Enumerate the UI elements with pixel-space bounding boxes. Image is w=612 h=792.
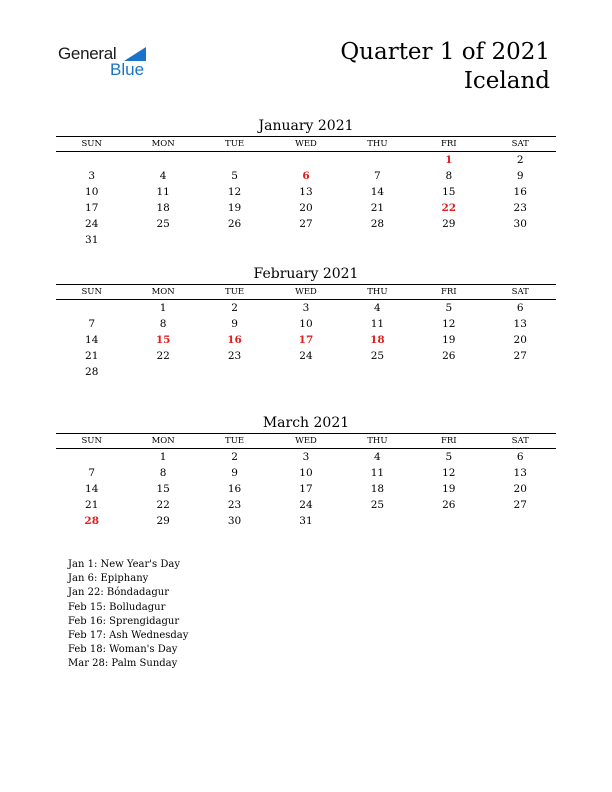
day-cell: 2 — [231, 451, 238, 463]
day-cell — [342, 513, 413, 529]
day-cell: 8 — [159, 467, 167, 479]
day-cell: 25 — [370, 350, 385, 362]
weekday-header — [56, 136, 556, 152]
week-row — [56, 465, 556, 481]
day-cell: 4 — [159, 170, 167, 182]
day-cell: 30 — [513, 218, 527, 230]
country-title: Iceland — [463, 68, 550, 94]
day-cell: 5 — [445, 451, 453, 463]
holiday-entry: Feb 15: Bolludagur — [68, 601, 166, 613]
holiday-entry: Jan 22: Bóndadagur — [68, 587, 170, 599]
day-cell: 11 — [156, 186, 170, 198]
day-cell: 20 — [513, 483, 527, 495]
week-row — [56, 316, 556, 332]
day-cell: 13 — [299, 186, 313, 198]
day-cell — [199, 232, 270, 248]
day-cell: 20 — [513, 334, 527, 346]
holiday-entry: Feb 17: Ash Wednesday — [68, 630, 189, 642]
day-cell: 17 — [85, 202, 99, 214]
day-cell: 8 — [445, 170, 453, 182]
day-cell: 12 — [227, 186, 242, 198]
day-cell: 17 — [299, 483, 313, 495]
day-cell: 13 — [513, 318, 527, 330]
day-cell: 28 — [85, 366, 99, 378]
day-cell: 12 — [442, 467, 456, 479]
weekday-label: THU — [367, 436, 388, 446]
day-cell — [199, 152, 270, 168]
day-cell: 15 — [156, 483, 170, 495]
month-block — [56, 413, 556, 529]
day-cell — [56, 300, 127, 316]
day-cell — [270, 232, 341, 248]
day-cell: 23 — [227, 350, 242, 362]
weekday-header — [56, 433, 556, 449]
day-cell: 6 — [516, 451, 524, 463]
day-cell: 18 — [370, 483, 385, 495]
day-cell: 22 — [156, 350, 170, 362]
holiday-day-cell: 6 — [302, 170, 310, 182]
week-row — [56, 364, 556, 380]
week-row — [56, 232, 556, 248]
weekday-label: SUN — [81, 287, 102, 297]
holiday-day-cell: 16 — [227, 334, 242, 346]
day-cell: 1 — [159, 302, 167, 314]
day-cell: 23 — [227, 499, 242, 511]
day-cell: 10 — [299, 467, 313, 479]
day-cell: 21 — [370, 202, 385, 214]
day-cell: 5 — [231, 170, 238, 182]
weekday-header — [56, 284, 556, 300]
day-cell: 3 — [302, 302, 310, 314]
holiday-entry: Mar 28: Palm Sunday — [68, 658, 178, 670]
weekday-label: WED — [295, 436, 317, 446]
day-cell — [56, 152, 127, 168]
day-cell: 25 — [370, 499, 385, 511]
day-cell: 8 — [159, 318, 167, 330]
day-cell: 21 — [85, 499, 99, 511]
week-row — [56, 497, 556, 513]
week-row — [56, 513, 556, 529]
day-cell: 31 — [299, 515, 313, 527]
day-cell: 14 — [85, 334, 99, 346]
weekday-label: FRI — [440, 436, 457, 446]
weekday-label: FRI — [440, 287, 457, 297]
day-cell: 24 — [299, 350, 313, 362]
day-cell: 9 — [231, 318, 238, 330]
generalblue-logo — [58, 44, 158, 80]
day-cell: 14 — [85, 483, 99, 495]
page-title — [340, 38, 550, 96]
day-cell: 4 — [374, 302, 381, 314]
weekday-label: WED — [295, 287, 317, 297]
weekday-label: SAT — [511, 287, 529, 297]
day-cell — [413, 513, 484, 529]
weekday-label: MON — [151, 436, 175, 446]
day-cell — [270, 152, 341, 168]
day-cell: 27 — [513, 350, 527, 362]
day-cell: 30 — [227, 515, 242, 527]
logo-triangle-icon — [124, 47, 146, 61]
day-cell: 12 — [442, 318, 456, 330]
holiday-entry: Jan 1: New Year's Day — [68, 559, 180, 570]
month-title: March 2021 — [262, 415, 350, 431]
holiday-entry: Feb 16: Sprengidagur — [68, 615, 180, 627]
day-cell: 10 — [299, 318, 313, 330]
weekday-label: MON — [151, 139, 175, 149]
day-cell: 13 — [513, 467, 527, 479]
day-cell: 5 — [445, 302, 453, 314]
weekday-label: SAT — [511, 436, 529, 446]
day-cell: 19 — [442, 334, 456, 346]
day-cell: 27 — [299, 218, 313, 230]
day-cell: 2 — [231, 302, 238, 314]
day-cell — [127, 364, 198, 380]
day-cell: 28 — [370, 218, 385, 230]
weekday-label: THU — [367, 287, 388, 297]
day-cell: 20 — [299, 202, 313, 214]
week-row — [56, 300, 556, 316]
day-cell — [56, 449, 127, 465]
day-cell: 24 — [299, 499, 313, 511]
week-row — [56, 449, 556, 465]
holiday-day-cell: 22 — [441, 202, 457, 214]
weekday-label: THU — [367, 139, 388, 149]
day-cell: 7 — [88, 467, 96, 479]
weekday-label: SUN — [81, 436, 102, 446]
day-cell: 10 — [85, 186, 99, 198]
week-row — [56, 184, 556, 200]
day-cell: 26 — [227, 218, 242, 230]
day-cell — [127, 152, 198, 168]
holiday-day-cell: 1 — [445, 154, 453, 166]
holiday-list — [68, 558, 188, 672]
day-cell — [342, 232, 413, 248]
day-cell: 19 — [442, 483, 456, 495]
day-cell: 9 — [516, 170, 524, 182]
month-title: January 2021 — [258, 118, 354, 134]
quarter-title: Quarter 1 of 2021 — [340, 39, 550, 65]
day-cell — [413, 364, 484, 380]
day-cell: 26 — [442, 350, 456, 362]
logo-blue-text: Blue — [110, 60, 145, 79]
day-cell: 25 — [156, 218, 170, 230]
day-cell — [485, 513, 556, 529]
day-cell: 31 — [85, 234, 99, 246]
day-cell — [342, 364, 413, 380]
logo-general-text: General — [58, 44, 117, 63]
day-cell — [199, 364, 270, 380]
day-cell: 22 — [156, 499, 170, 511]
day-cell: 19 — [227, 202, 242, 214]
weekday-label: TUE — [225, 287, 245, 297]
day-cell: 18 — [156, 202, 170, 214]
week-row — [56, 200, 556, 216]
month-block — [56, 116, 556, 248]
day-cell: 1 — [159, 451, 167, 463]
week-row — [56, 348, 556, 364]
day-cell: 27 — [513, 499, 527, 511]
day-cell: 11 — [370, 318, 385, 330]
day-cell: 29 — [442, 218, 456, 230]
holiday-day-cell: 17 — [298, 334, 314, 346]
day-cell: 9 — [231, 467, 238, 479]
day-cell: 16 — [227, 483, 242, 495]
weekday-label: MON — [151, 287, 175, 297]
week-row — [56, 216, 556, 232]
week-row — [56, 168, 556, 184]
day-cell: 29 — [156, 515, 170, 527]
weekday-label: SUN — [81, 139, 102, 149]
week-row — [56, 152, 556, 168]
day-cell: 11 — [370, 467, 385, 479]
day-cell: 2 — [516, 154, 524, 166]
day-cell — [485, 232, 556, 248]
holiday-entry: Feb 18: Woman's Day — [68, 644, 178, 656]
month-block — [56, 264, 556, 380]
day-cell: 7 — [88, 318, 96, 330]
day-cell — [270, 364, 341, 380]
day-cell: 6 — [516, 302, 524, 314]
week-row — [56, 481, 556, 497]
day-cell: 14 — [370, 186, 385, 198]
holiday-entry: Jan 6: Epiphany — [68, 573, 149, 585]
day-cell: 26 — [442, 499, 456, 511]
weekday-label: TUE — [225, 139, 245, 149]
weekday-label: FRI — [440, 139, 457, 149]
week-row — [56, 332, 556, 348]
day-cell — [342, 152, 413, 168]
holiday-day-cell: 18 — [370, 334, 385, 346]
holiday-day-cell: 28 — [84, 515, 100, 527]
day-cell: 3 — [302, 451, 310, 463]
day-cell: 7 — [374, 170, 381, 182]
month-title: February 2021 — [253, 266, 359, 282]
day-cell — [485, 364, 556, 380]
weekday-label: SAT — [511, 139, 529, 149]
day-cell — [127, 232, 198, 248]
weekday-label: TUE — [225, 436, 245, 446]
day-cell: 16 — [513, 186, 527, 198]
day-cell: 21 — [85, 350, 99, 362]
day-cell — [413, 232, 484, 248]
weekday-label: WED — [295, 139, 317, 149]
day-cell: 23 — [513, 202, 527, 214]
day-cell: 3 — [88, 170, 96, 182]
day-cell: 15 — [442, 186, 456, 198]
holiday-day-cell: 15 — [155, 334, 171, 346]
day-cell: 4 — [374, 451, 381, 463]
day-cell: 24 — [85, 218, 99, 230]
